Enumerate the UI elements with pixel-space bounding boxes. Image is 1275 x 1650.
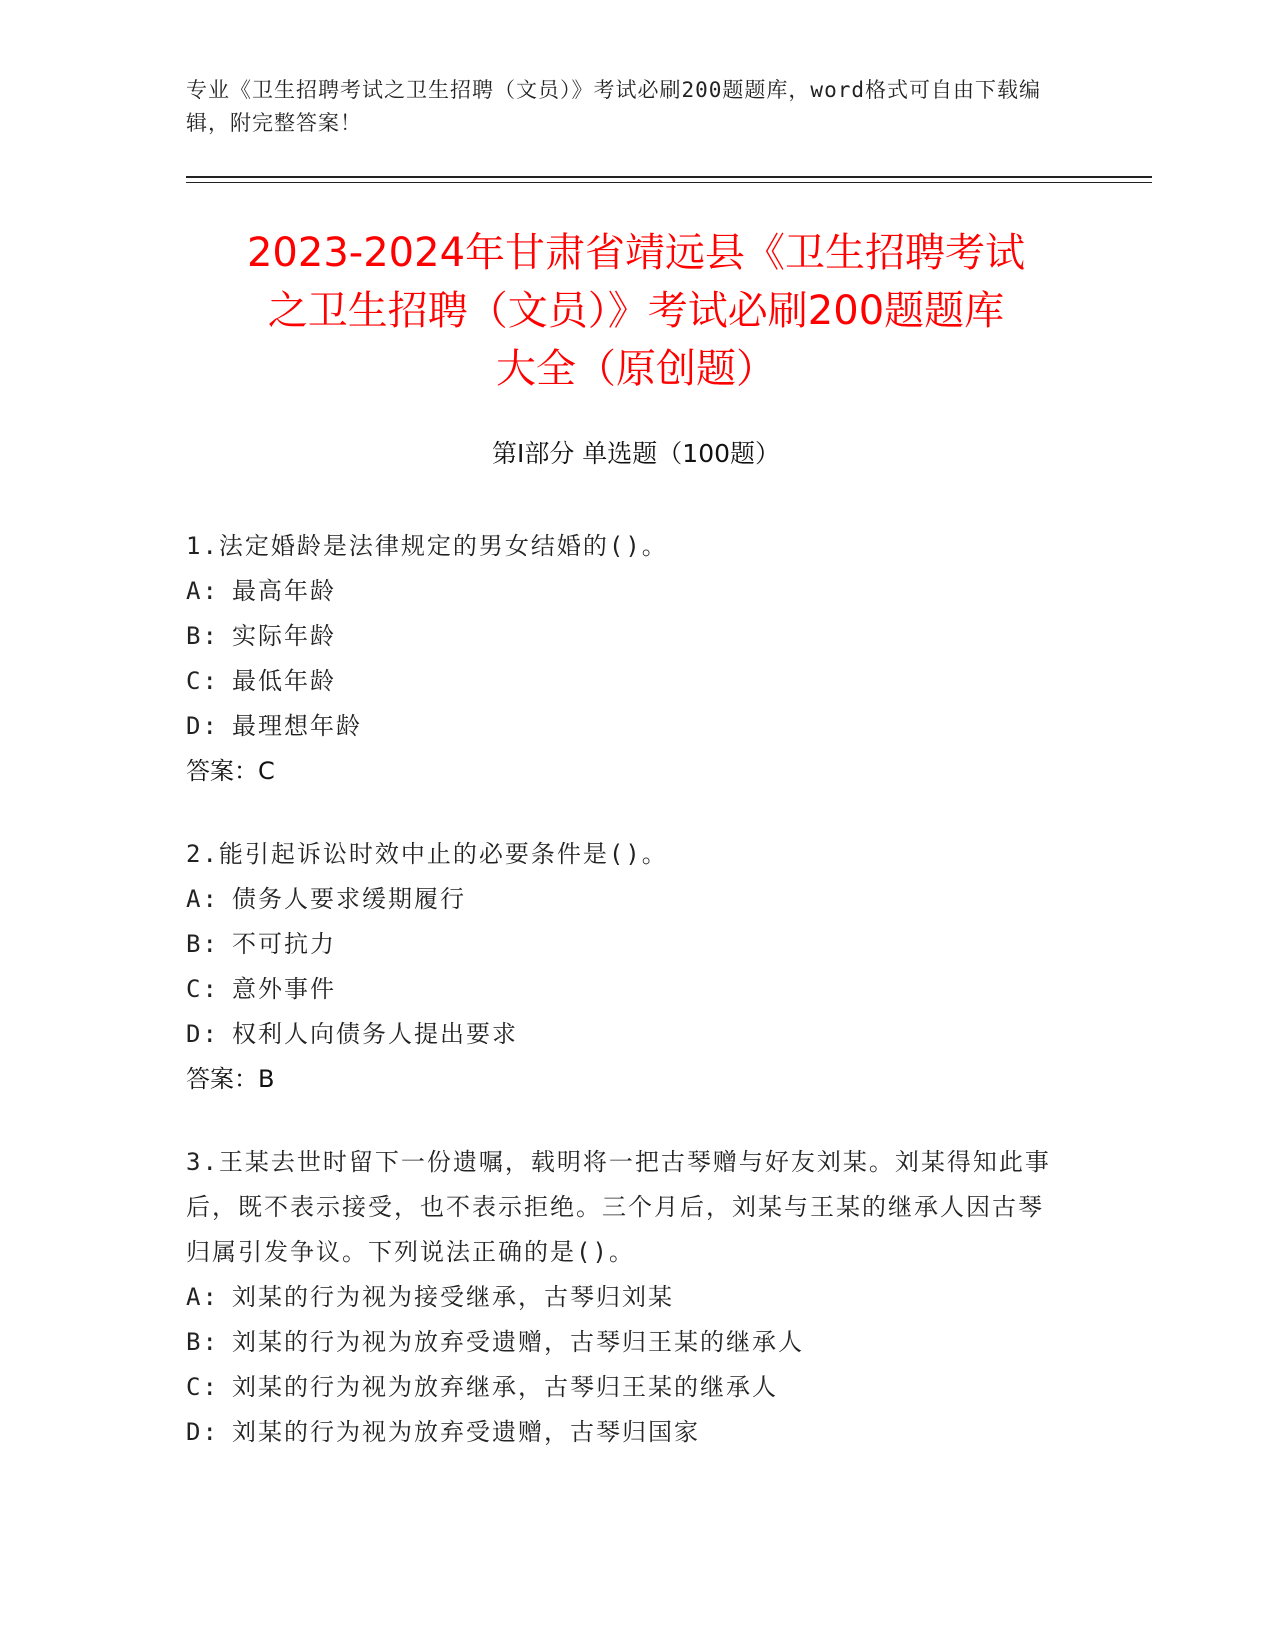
question-stem: 2.能引起诉讼时效中止的必要条件是()。 (186, 840, 668, 868)
option-letter: D: (186, 1418, 219, 1446)
title-line-1: 2023-2024年甘肃省靖远县《卫生招聘考试 (246, 230, 1026, 276)
option-letter: C: (186, 1373, 219, 1401)
option-text: 最低年龄 (232, 667, 336, 695)
option-text: 刘某的行为视为放弃受遗赠，古琴归王某的继承人 (232, 1328, 804, 1356)
title-line-2: 之卫生招聘（文员）》考试必刷200题题库 (267, 288, 1005, 334)
header-divider-thick (186, 176, 1152, 178)
question-2 (186, 832, 1066, 1102)
question-list (186, 524, 1066, 1493)
option-d (186, 704, 1066, 749)
answer: 答案：C (186, 757, 275, 785)
option-letter: D: (186, 1020, 219, 1048)
option-letter: C: (186, 667, 219, 695)
option-letter: A: (186, 1283, 219, 1311)
option-b (186, 1320, 1066, 1365)
option-a (186, 1275, 1066, 1320)
option-d (186, 1410, 1066, 1455)
title-line-3: 大全（原创题） (496, 346, 776, 392)
option-text: 刘某的行为视为接受继承，古琴归刘某 (232, 1283, 674, 1311)
option-text: 权利人向债务人提出要求 (232, 1020, 518, 1048)
option-letter: D: (186, 712, 219, 740)
header-note: 专业《卫生招聘考试之卫生招聘（文员）》考试必刷200题题库，word格式可自由下载编辑，附完整答案！ (186, 78, 1041, 135)
option-d (186, 1012, 1066, 1057)
option-b (186, 614, 1066, 659)
header-divider-thin (186, 182, 1152, 183)
question-stem: 1.法定婚龄是法律规定的男女结婚的()。 (186, 532, 668, 560)
option-c (186, 967, 1066, 1012)
option-letter: B: (186, 930, 219, 958)
option-text: 最高年龄 (232, 577, 336, 605)
option-c (186, 659, 1066, 704)
option-b (186, 922, 1066, 967)
question-stem: 3.王某去世时留下一份遗嘱，载明将一把古琴赠与好友刘某。刘某得知此事后，既不表示接受，也不表示拒绝。三个月后，刘某与王某的继承人因古琴归属引发争议。下列说法正确的是()。 (186, 1148, 1051, 1266)
section-title: 第Ⅰ部分 单选题（100题） (491, 439, 781, 468)
option-letter: A: (186, 577, 219, 605)
option-text: 刘某的行为视为放弃继承，古琴归王某的继承人 (232, 1373, 778, 1401)
option-text: 债务人要求缓期履行 (232, 885, 466, 913)
option-text: 意外事件 (232, 975, 336, 1003)
option-text: 刘某的行为视为放弃受遗赠，古琴归国家 (232, 1418, 700, 1446)
option-text: 实际年龄 (232, 622, 336, 650)
question-1 (186, 524, 1066, 794)
option-letter: B: (186, 1328, 219, 1356)
answer: 答案：B (186, 1065, 275, 1093)
option-text: 不可抗力 (232, 930, 336, 958)
option-letter: A: (186, 885, 219, 913)
option-a (186, 877, 1066, 922)
document-title (186, 224, 1086, 398)
option-c (186, 1365, 1066, 1410)
option-letter: C: (186, 975, 219, 1003)
question-3 (186, 1140, 1066, 1455)
option-a (186, 569, 1066, 614)
option-text: 最理想年龄 (232, 712, 362, 740)
option-letter: B: (186, 622, 219, 650)
